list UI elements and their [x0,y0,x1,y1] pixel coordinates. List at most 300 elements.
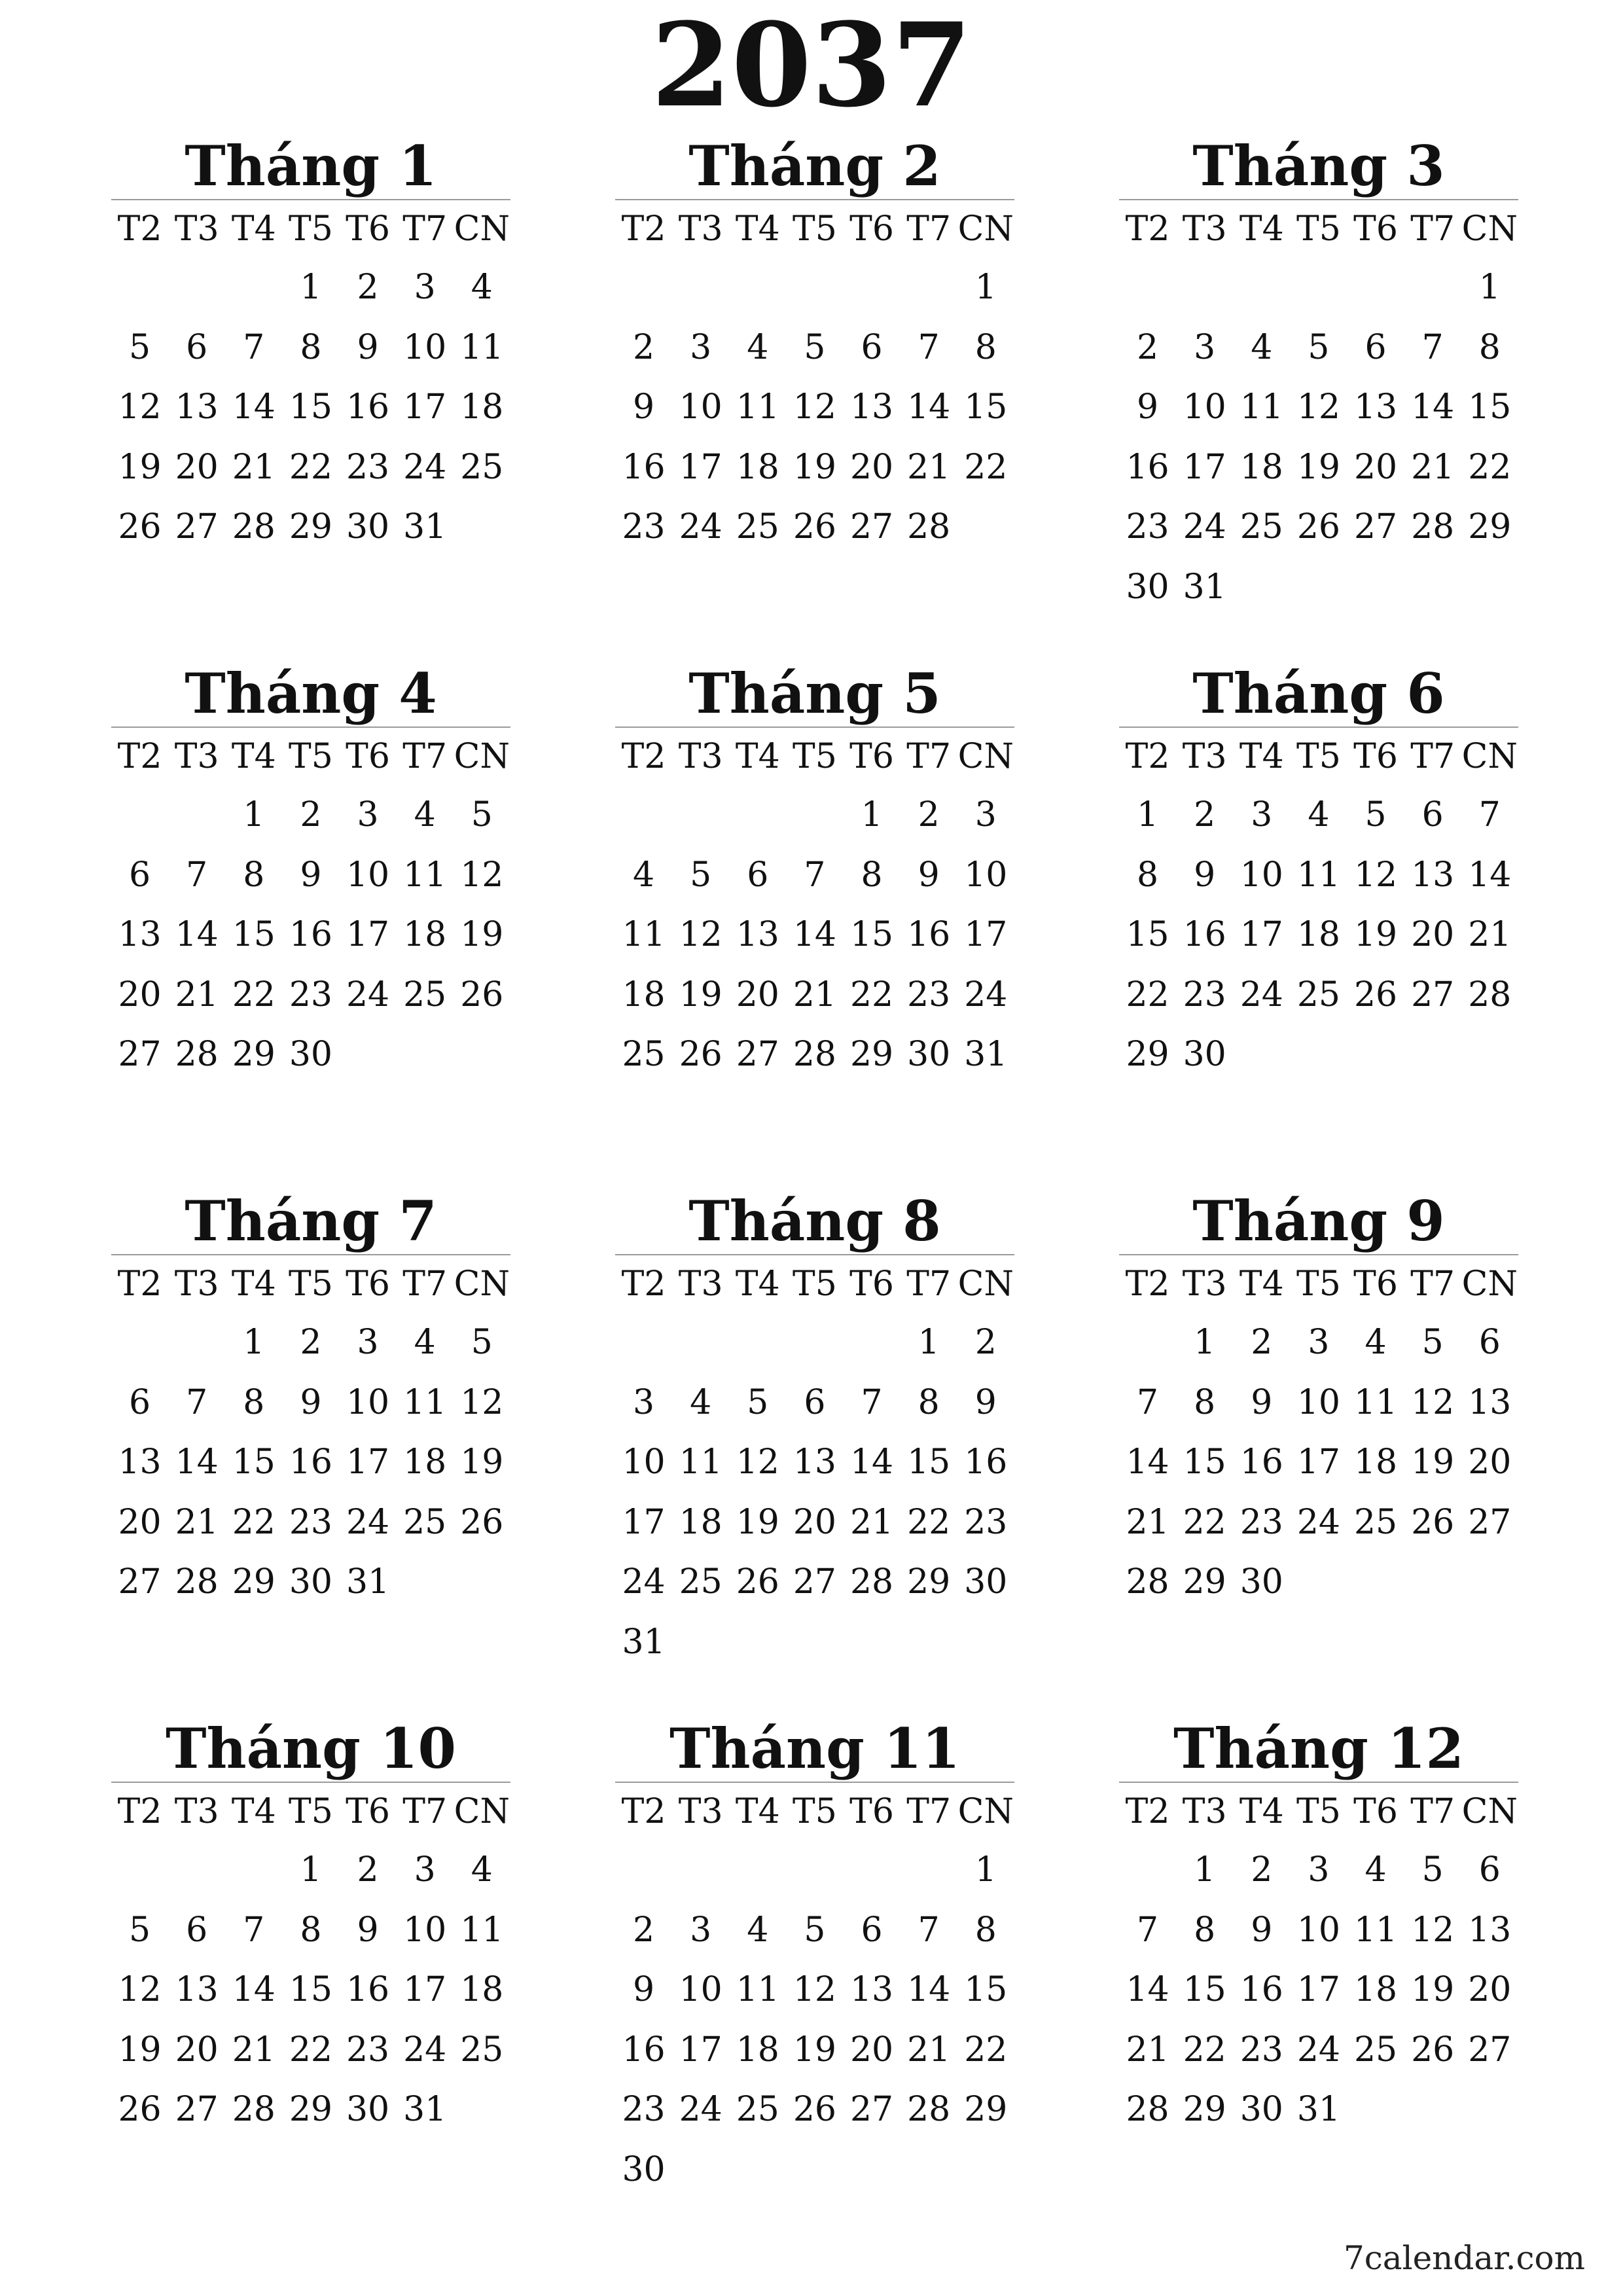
day-cell: 10 [403,327,447,367]
day-cell: 3 [1194,327,1216,367]
weekday-label: T6 [1353,737,1398,776]
empty-day-cell [1290,258,1347,318]
day-cell: 29 [1183,2090,1226,2129]
day-cell: 24 [622,1562,666,1602]
week-row [615,1313,1014,1373]
empty-day-cell [672,1313,729,1373]
day-cell: 8 [243,1382,265,1422]
week-row [111,258,510,318]
day-cell: 27 [1468,2030,1512,2070]
day-cell: 30 [907,1035,951,1074]
week-row [615,1840,1014,1901]
weekday-label: T5 [793,1265,837,1304]
weekday-label: T6 [849,209,894,249]
day-cell: 8 [1194,1910,1216,1950]
week-row [1119,965,1518,1026]
day-cell: 3 [974,795,997,834]
day-cell: 15 [232,915,276,954]
week-row [111,1493,510,1553]
empty-day-cell [1461,558,1518,618]
day-cell: 22 [232,975,276,1014]
month-block [615,134,1014,558]
month-title: Tháng 4 [185,661,437,726]
day-cell: 5 [471,795,493,834]
day-cell: 24 [964,975,1008,1014]
week-row [615,378,1014,438]
empty-day-cell [1290,1552,1347,1613]
day-cell: 8 [1137,855,1159,895]
day-cell: 15 [1183,1443,1226,1482]
day-cell: 16 [1240,1970,1283,2009]
day-cell: 9 [633,1970,655,2009]
weekday-label: T6 [346,1792,390,1831]
day-cell: 4 [747,1910,769,1950]
empty-day-cell [168,1313,225,1373]
day-cell: 18 [1240,447,1283,487]
day-cell: 28 [1126,2090,1169,2129]
day-cell: 3 [414,268,436,307]
day-cell: 23 [964,1502,1008,1542]
day-cell: 9 [974,1382,997,1422]
empty-day-cell [1119,1840,1176,1901]
week-row [615,1613,1014,1673]
day-cell: 20 [736,975,779,1014]
weekday-header [1119,1783,1518,1840]
weekday-label: T3 [678,1265,723,1304]
week-row [615,1433,1014,1493]
day-cell: 16 [622,447,666,487]
day-cell: 2 [974,1323,997,1362]
week-row [615,846,1014,906]
day-cell: 5 [1308,327,1330,367]
day-cell: 17 [1183,447,1226,487]
day-cell: 21 [1126,2030,1169,2070]
day-cell: 31 [346,1562,390,1602]
weekday-label: T3 [174,1792,219,1831]
day-cell: 26 [1411,1502,1455,1542]
day-cell: 17 [1240,915,1283,954]
weekday-label: T4 [1239,209,1284,249]
weekday-label: T2 [621,209,666,249]
week-row [615,2140,1014,2200]
day-cell: 21 [849,1502,894,1542]
week-row [1119,1960,1518,2020]
weekday-header [615,728,1014,785]
day-cell: 4 [1251,327,1273,367]
day-cell: 4 [747,327,769,367]
day-cell: 15 [964,1970,1008,2009]
day-cell: 22 [232,1502,276,1542]
day-cell: 1 [1137,795,1159,834]
day-cell: 9 [1251,1910,1273,1950]
day-cell: 15 [907,1443,951,1482]
day-cell: 13 [1353,387,1398,427]
day-cell: 6 [186,327,208,367]
day-cell: 21 [175,1502,219,1542]
empty-day-cell [672,2140,729,2200]
day-cell: 19 [118,2030,162,2070]
day-cell: 2 [357,1850,379,1890]
day-cell: 24 [346,975,390,1014]
empty-day-cell [1176,258,1233,318]
empty-day-cell [1347,2080,1404,2140]
day-cell: 18 [1296,915,1341,954]
month-block [111,1189,510,1613]
empty-day-cell [1347,1552,1404,1613]
week-row [111,1960,510,2020]
day-cell: 27 [1468,1502,1512,1542]
weekday-label: T2 [1125,1265,1170,1304]
day-cell: 1 [243,795,265,834]
day-cell: 2 [300,1323,322,1362]
empty-day-cell [729,1313,786,1373]
day-cell: 29 [289,2090,333,2129]
day-cell: 24 [1296,2030,1341,2070]
day-cell: 10 [1240,855,1283,895]
empty-day-cell [1290,558,1347,618]
day-cell: 19 [1411,1443,1455,1482]
day-cell: 7 [861,1382,883,1422]
weekday-label: T7 [1410,1792,1455,1831]
weekday-label: T3 [174,737,219,776]
day-cell: 10 [1183,387,1226,427]
day-cell: 22 [1183,1502,1226,1542]
empty-day-cell [111,1313,168,1373]
day-cell: 22 [289,447,333,487]
week-row [1119,497,1518,558]
day-cell: 13 [736,915,779,954]
weekday-label: CN [454,1265,510,1304]
day-cell: 26 [793,507,837,547]
day-cell: 15 [1126,915,1169,954]
empty-day-cell [1404,258,1461,318]
week-row [1119,1313,1518,1373]
day-cell: 22 [907,1502,951,1542]
day-cell: 12 [736,1443,779,1482]
weekday-label: T6 [1353,209,1398,249]
weekday-label: T3 [174,209,219,249]
day-cell: 8 [918,1382,940,1422]
weekday-label: T7 [1410,209,1455,249]
day-cell: 2 [918,795,940,834]
day-cell: 29 [964,2090,1008,2129]
day-cell: 23 [1240,1502,1283,1542]
weekday-label: T2 [117,209,162,249]
day-cell: 16 [346,1970,390,2009]
day-cell: 18 [622,975,666,1014]
weekday-header [111,1783,510,1840]
day-cell: 13 [118,915,162,954]
day-cell: 6 [1478,1850,1501,1890]
day-cell: 12 [1411,1382,1455,1422]
day-cell: 9 [357,327,379,367]
week-row [615,318,1014,378]
day-cell: 31 [964,1035,1008,1074]
day-cell: 30 [1240,1562,1283,1602]
weekday-label: T3 [678,209,723,249]
day-cell: 14 [1411,387,1455,427]
day-cell: 2 [633,327,655,367]
weekday-label: T2 [621,1265,666,1304]
day-cell: 22 [1126,975,1169,1014]
day-cell: 14 [232,1970,276,2009]
weekday-label: T4 [735,1792,780,1831]
weekday-label: T6 [849,1792,894,1831]
day-cell: 5 [690,855,712,895]
weekday-label: T6 [346,1265,390,1304]
day-cell: 14 [232,387,276,427]
empty-day-cell [786,1313,843,1373]
weekday-label: T5 [289,209,333,249]
day-cell: 5 [1364,795,1387,834]
empty-day-cell [454,497,510,558]
month-block [1119,661,1518,1085]
weekday-header [615,1783,1014,1840]
week-row [111,785,510,846]
day-cell: 13 [849,387,894,427]
day-cell: 19 [1296,447,1341,487]
empty-day-cell [844,1613,901,1673]
empty-day-cell [1461,2080,1518,2140]
day-cell: 25 [679,1562,722,1602]
day-cell: 8 [300,327,322,367]
week-row [111,497,510,558]
weekday-header [1119,1255,1518,1313]
day-cell: 11 [622,915,666,954]
day-cell: 26 [1296,507,1341,547]
day-cell: 20 [175,447,219,487]
day-cell: 11 [1296,855,1341,895]
day-cell: 13 [1468,1382,1512,1422]
day-cell: 29 [289,507,333,547]
week-row [1119,378,1518,438]
weekday-label: T7 [402,737,448,776]
day-cell: 5 [1421,1850,1444,1890]
day-cell: 7 [243,327,265,367]
day-cell: 31 [1183,567,1226,607]
empty-day-cell [615,258,672,318]
month-title: Tháng 3 [1192,134,1445,198]
day-cell: 26 [1411,2030,1455,2070]
day-cell: 23 [622,2090,666,2129]
day-cell: 16 [289,915,333,954]
day-cell: 4 [690,1382,712,1422]
weekday-label: T3 [1182,209,1227,249]
empty-day-cell [1404,1025,1461,1085]
weekday-label: CN [454,209,510,249]
day-cell: 11 [460,327,504,367]
day-cell: 22 [964,447,1008,487]
day-cell: 15 [289,1970,333,2009]
weekday-label: T3 [678,1792,723,1831]
empty-day-cell [168,1840,225,1901]
day-cell: 17 [1296,1970,1341,2009]
week-row [615,785,1014,846]
day-cell: 16 [907,915,951,954]
day-cell: 27 [175,507,219,547]
day-cell: 24 [1183,507,1226,547]
day-cell: 3 [633,1382,655,1422]
site-credit: 7calendar.com [1343,2239,1585,2277]
day-cell: 12 [460,855,504,895]
weekday-label: T5 [289,737,333,776]
day-cell: 15 [1183,1970,1226,2009]
day-cell: 8 [974,1910,997,1950]
day-cell: 31 [403,507,447,547]
day-cell: 24 [1240,975,1283,1014]
weekday-label: T2 [1125,209,1170,249]
week-row [111,1433,510,1493]
day-cell: 24 [1296,1502,1341,1542]
week-row [615,1552,1014,1613]
day-cell: 14 [1126,1970,1169,2009]
day-cell: 18 [403,1443,447,1482]
weekday-label: T4 [1239,737,1284,776]
day-cell: 26 [118,507,162,547]
day-cell: 17 [346,1443,390,1482]
day-cell: 27 [118,1035,162,1074]
day-cell: 28 [232,2090,276,2129]
week-row [111,905,510,965]
day-cell: 16 [1183,915,1226,954]
day-cell: 7 [1478,795,1501,834]
day-cell: 20 [849,2030,894,2070]
day-cell: 29 [232,1562,276,1602]
day-cell: 27 [793,1562,837,1602]
day-cell: 13 [118,1443,162,1482]
week-row [111,846,510,906]
day-cell: 11 [403,1382,447,1422]
empty-day-cell [615,785,672,846]
day-cell: 12 [118,1970,162,2009]
weekday-label: T7 [402,1265,448,1304]
empty-day-cell [957,2140,1014,2200]
weekday-label: T2 [621,737,666,776]
empty-day-cell [1290,1025,1347,1085]
day-cell: 6 [129,855,151,895]
day-cell: 13 [175,387,219,427]
day-cell: 14 [1126,1443,1169,1482]
empty-day-cell [957,497,1014,558]
empty-day-cell [1461,1552,1518,1613]
day-cell: 9 [633,387,655,427]
month-title: Tháng 2 [688,134,941,198]
weekday-label: CN [957,1792,1014,1831]
day-cell: 11 [1353,1382,1398,1422]
weekday-label: T7 [1410,737,1455,776]
weekday-header [615,200,1014,258]
week-row [615,2080,1014,2140]
day-cell: 31 [622,1622,666,1662]
day-cell: 21 [907,2030,951,2070]
weekday-label: CN [454,737,510,776]
weekday-label: T4 [231,1792,276,1831]
day-cell: 27 [849,507,894,547]
day-cell: 3 [357,795,379,834]
weekday-label: T2 [621,1792,666,1831]
day-cell: 21 [232,447,276,487]
month-block [615,661,1014,1085]
week-row [615,438,1014,498]
day-cell: 19 [460,915,504,954]
day-cell: 6 [861,327,883,367]
week-row [1119,785,1518,846]
day-cell: 20 [175,2030,219,2070]
day-cell: 3 [1308,1850,1330,1890]
day-cell: 22 [289,2030,333,2070]
day-cell: 11 [460,1910,504,1950]
day-cell: 12 [460,1382,504,1422]
empty-day-cell [111,258,168,318]
empty-day-cell [844,1840,901,1901]
day-cell: 7 [1421,327,1444,367]
day-cell: 28 [793,1035,837,1074]
day-cell: 26 [460,975,504,1014]
day-cell: 21 [1126,1502,1169,1542]
empty-day-cell [844,258,901,318]
week-row [1119,1433,1518,1493]
day-cell: 15 [964,387,1008,427]
day-cell: 14 [849,1443,894,1482]
day-cell: 20 [1468,1443,1512,1482]
week-row [615,258,1014,318]
month-block [111,134,510,558]
day-cell: 21 [1468,915,1512,954]
month-block [1119,1189,1518,1613]
week-row [111,1840,510,1901]
empty-day-cell [1233,558,1290,618]
day-cell: 8 [300,1910,322,1950]
month-title: Tháng 12 [1173,1716,1464,1781]
day-cell: 16 [1126,447,1169,487]
month-block [111,1716,510,2140]
day-cell: 10 [679,1970,722,2009]
week-row [615,2020,1014,2081]
day-cell: 11 [679,1443,722,1482]
day-cell: 17 [964,915,1008,954]
weekday-label: CN [1461,1792,1518,1831]
day-cell: 21 [793,975,837,1014]
day-cell: 18 [403,915,447,954]
week-row [111,1552,510,1613]
weekday-label: T5 [793,737,837,776]
day-cell: 13 [849,1970,894,2009]
day-cell: 8 [1478,327,1501,367]
day-cell: 16 [622,2030,666,2070]
day-cell: 11 [403,855,447,895]
day-cell: 30 [964,1562,1008,1602]
day-cell: 24 [679,507,722,547]
day-cell: 14 [907,1970,951,2009]
empty-day-cell [111,785,168,846]
day-cell: 30 [1183,1035,1226,1074]
empty-day-cell [729,785,786,846]
day-cell: 26 [1353,975,1398,1014]
weekday-label: T5 [793,209,837,249]
day-cell: 31 [1296,2090,1341,2129]
day-cell: 11 [1240,387,1283,427]
day-cell: 18 [1353,1970,1398,2009]
day-cell: 12 [1296,387,1341,427]
day-cell: 21 [1411,447,1455,487]
week-row [1119,438,1518,498]
day-cell: 3 [690,327,712,367]
day-cell: 23 [346,447,390,487]
day-cell: 25 [1240,507,1283,547]
day-cell: 25 [460,447,504,487]
weekday-label: T3 [678,737,723,776]
day-cell: 5 [804,327,826,367]
